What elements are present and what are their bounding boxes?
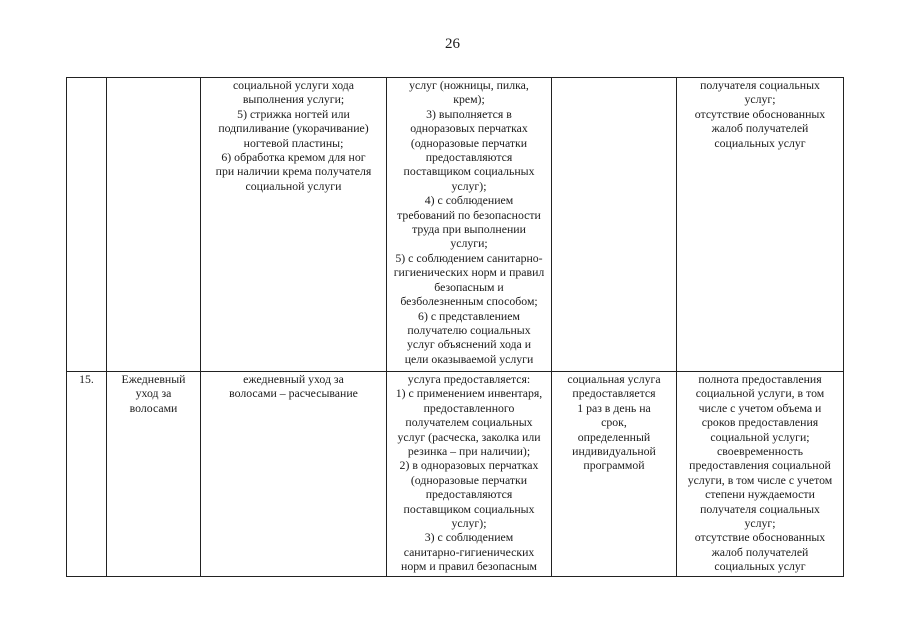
cell-text-line: крем); bbox=[453, 92, 485, 107]
cell-text-line: 1 раз в день на bbox=[577, 400, 651, 415]
cell-text-line: отсутствие обоснованных bbox=[694, 106, 826, 121]
cell-service-procedure bbox=[387, 372, 552, 577]
cell-text-line: своевременность bbox=[717, 444, 803, 459]
cell-text-line: жалоб получателей bbox=[711, 544, 809, 559]
cell-text-line: числе с учетом объема и bbox=[698, 400, 822, 415]
cell-text-line: услуг); bbox=[451, 178, 487, 193]
cell-text-line: услуг объяснений хода и bbox=[406, 337, 532, 352]
cell-text-line: социальной услуги bbox=[245, 178, 342, 193]
cell-quality-indicators bbox=[677, 78, 844, 372]
cell-number: 15. bbox=[67, 372, 107, 577]
cell-text-line: резинка – при наличии); bbox=[407, 444, 531, 459]
cell-text-line: 6) с представлением bbox=[418, 308, 520, 323]
cell-quality-indicators bbox=[677, 372, 844, 577]
cell-text-line: услуг); bbox=[451, 516, 487, 531]
cell-service-timing bbox=[552, 372, 677, 577]
cell-text-line: получателю социальных bbox=[407, 322, 531, 337]
cell-service-name bbox=[107, 78, 201, 372]
cell-text-line: подпиливание (укорачивание) bbox=[218, 121, 369, 136]
cell-text-line: услуг; bbox=[744, 516, 776, 531]
cell-text-line: волосами – расчесывание bbox=[229, 386, 358, 401]
cell-text-line: уход за bbox=[135, 386, 172, 401]
cell-text-line: услуга предоставляется: bbox=[407, 372, 531, 386]
cell-text-line: (одноразовые перчатки bbox=[410, 135, 528, 150]
cell-text-line: получателем социальных bbox=[405, 415, 533, 430]
cell-text-line: цели оказываемой услуги bbox=[404, 351, 534, 366]
services-table bbox=[66, 77, 844, 577]
cell-text-line: требований по безопасности bbox=[397, 207, 541, 222]
cell-text-line: жалоб получателей bbox=[711, 121, 809, 136]
cell-text-line: индивидуальной bbox=[572, 444, 656, 459]
cell-text-line: услуг (расческа, заколка или bbox=[397, 429, 541, 444]
cell-text-line: 6) обработка кремом для ног bbox=[221, 150, 366, 165]
cell-text-line: гигиенических норм и правил bbox=[393, 265, 545, 280]
cell-text-line: услуг (ножницы, пилка, bbox=[409, 78, 529, 92]
cell-text-line: норм и правил безопасным bbox=[401, 559, 537, 574]
cell-text-line: получателя социальных bbox=[700, 78, 820, 92]
cell-text-line: полнота предоставления bbox=[698, 372, 822, 386]
cell-service-procedure bbox=[387, 78, 552, 372]
table-row-15 bbox=[67, 372, 844, 577]
cell-text-line: безболезненным способом; bbox=[400, 294, 538, 309]
cell-text-line: при наличии крема получателя bbox=[215, 164, 372, 179]
cell-text-line: степени нуждаемости bbox=[705, 487, 815, 502]
cell-text-line: социальных услуг bbox=[714, 135, 806, 150]
cell-text-line: ногтевой пластины; bbox=[243, 135, 344, 150]
cell-text-line: ежедневный уход за bbox=[243, 372, 344, 386]
cell-text-line: выполнения услуги; bbox=[242, 92, 345, 107]
cell-text-line: предоставляются bbox=[425, 487, 513, 502]
cell-text-line: предоставления социальной bbox=[689, 458, 831, 473]
cell-text-line: социальная услуга bbox=[567, 372, 661, 386]
cell-service-timing bbox=[552, 78, 677, 372]
cell-text-line: социальной услуги хода bbox=[232, 78, 355, 92]
cell-text-line: услуги; bbox=[450, 236, 488, 251]
cell-text-line: услуги, в том числе с учетом bbox=[687, 472, 833, 487]
cell-service-content bbox=[201, 78, 387, 372]
cell-text-line: социальных услуг bbox=[714, 559, 806, 574]
cell-text-line: социальной услуги; bbox=[710, 429, 810, 444]
cell-text-line: сроков предоставления bbox=[701, 415, 819, 430]
cell-text-line: 5) стрижка ногтей или bbox=[237, 106, 350, 121]
cell-text-line: социальной услуги, в том bbox=[695, 386, 825, 401]
cell-text-line: 4) с соблюдением bbox=[424, 193, 514, 208]
cell-text-line: Ежедневный bbox=[121, 372, 186, 386]
cell-text-line: труда при выполнении bbox=[412, 222, 526, 237]
cell-text-line: срок, bbox=[601, 415, 627, 430]
table-row-continuation bbox=[67, 78, 844, 372]
cell-text-line: получателя социальных bbox=[700, 501, 820, 516]
cell-text-line: услуг; bbox=[744, 92, 776, 107]
cell-service-content bbox=[201, 372, 387, 577]
cell-text-line: волосами bbox=[129, 400, 178, 415]
cell-number bbox=[67, 78, 107, 372]
cell-text-line: одноразовых перчатках bbox=[410, 121, 528, 136]
cell-text-line: предоставляются bbox=[425, 150, 513, 165]
cell-text-line: отсутствие обоснованных bbox=[694, 530, 826, 545]
cell-text-line: санитарно-гигиенических bbox=[403, 544, 535, 559]
cell-text-line: 1) с применением инвентаря, bbox=[395, 386, 543, 401]
cell-text-line: 3) с соблюдением bbox=[424, 530, 514, 545]
cell-text-line: определенный bbox=[577, 429, 651, 444]
cell-text-line: 5) с соблюдением санитарно- bbox=[395, 250, 543, 265]
cell-text-line: поставщиком социальных bbox=[403, 164, 535, 179]
page-number: 26 bbox=[445, 36, 460, 52]
cell-text-line: 2) в одноразовых перчатках bbox=[399, 458, 539, 473]
cell-text-line: предоставленного bbox=[423, 400, 515, 415]
cell-text-line: поставщиком социальных bbox=[403, 501, 535, 516]
cell-text-line: (одноразовые перчатки bbox=[410, 472, 528, 487]
cell-service-name bbox=[107, 372, 201, 577]
cell-text-line: безопасным и bbox=[434, 279, 504, 294]
cell-text-line: программой bbox=[583, 458, 645, 473]
cell-text-line: 3) выполняется в bbox=[426, 106, 512, 121]
cell-text-line: предоставляется bbox=[572, 386, 656, 401]
